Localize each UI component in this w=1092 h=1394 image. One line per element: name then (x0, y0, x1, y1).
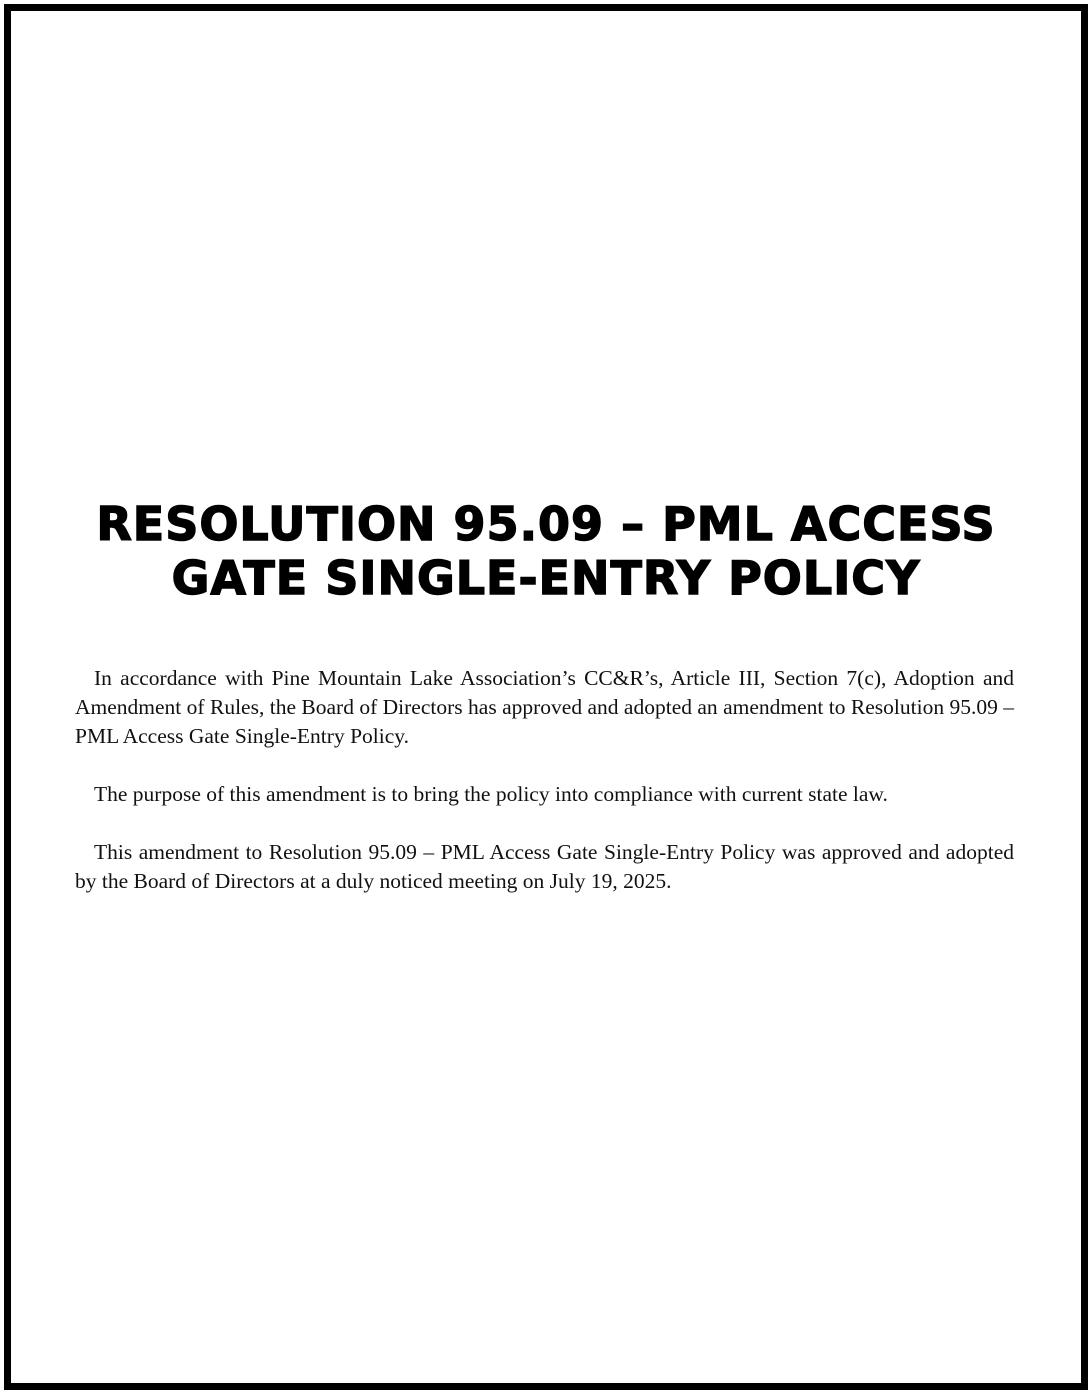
title-line-1: RESOLUTION 95.09 – PML ACCESS (96, 497, 996, 551)
paragraph-adoption: In accordance with Pine Mountain Lake Association’s CC&R’s, Article III, Section 7(c), Adoption and Amendment of Rules, the Board of Directors has approved and adopted an amendment to Resolution 95.09 – PML Access Gate Single-Entry Policy. (75, 666, 1014, 748)
document-title (40, 497, 1052, 605)
document-body (75, 664, 1014, 896)
paragraph-purpose: The purpose of this amendment is to bring the policy into compliance with current state law. (94, 782, 888, 806)
title-line-2: GATE SINGLE-ENTRY POLICY (171, 551, 921, 605)
paragraph-approval: This amendment to Resolution 95.09 – PML Access Gate Single-Entry Policy was approved and adopted by the Board of Directors at a duly noticed meeting on July 19, 2025. (75, 840, 1014, 893)
